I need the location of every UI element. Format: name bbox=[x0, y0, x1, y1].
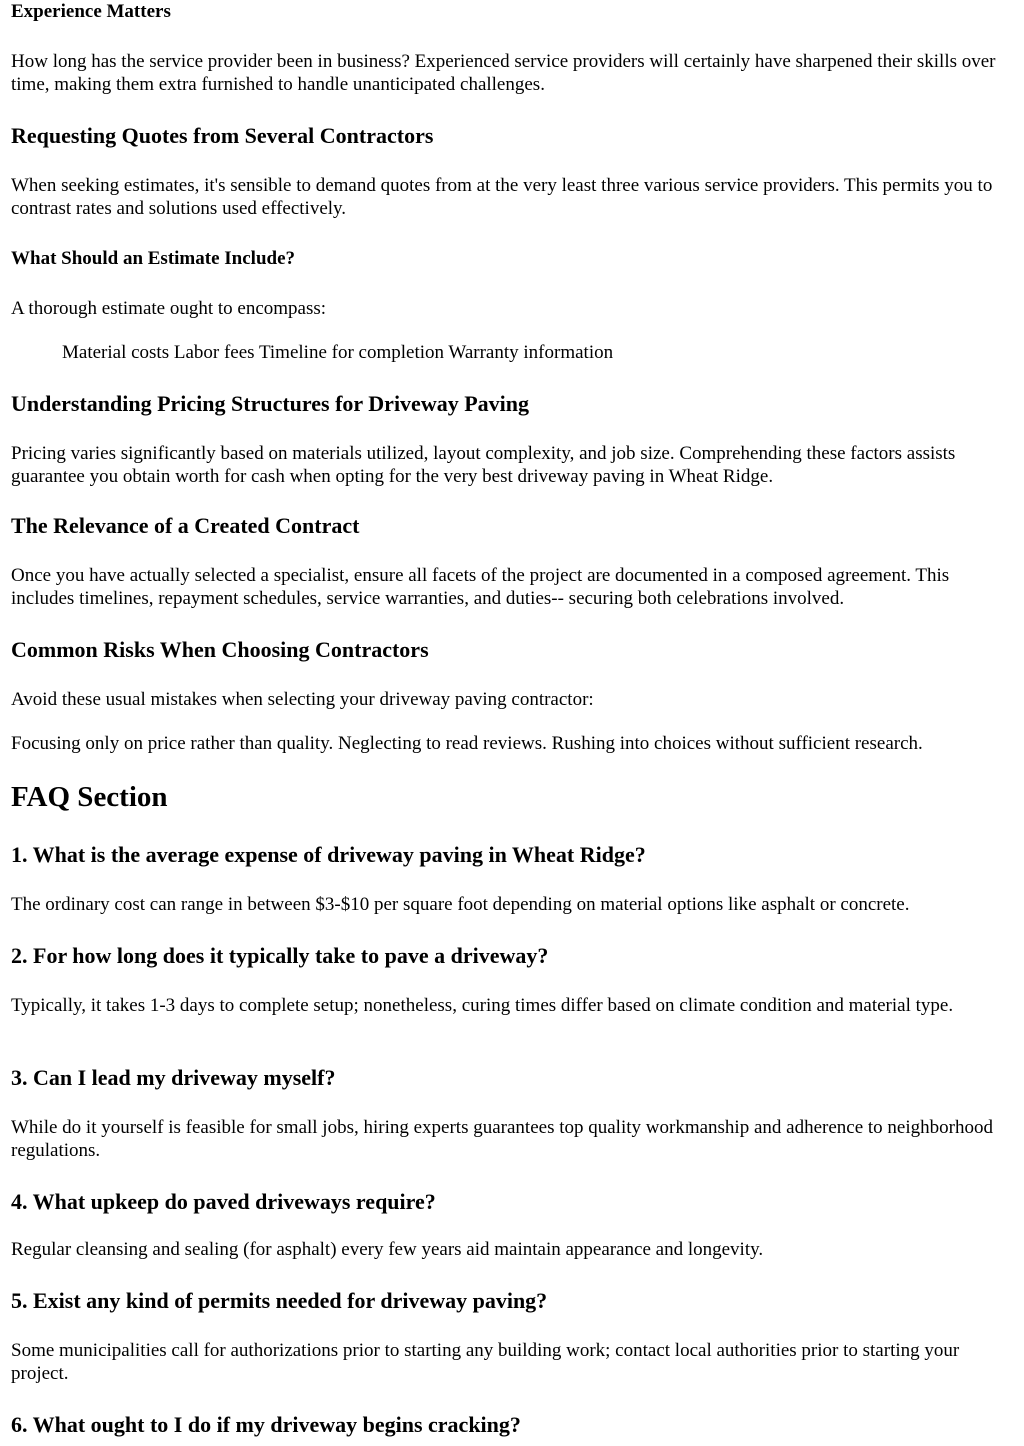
section-paragraph-pricing: Pricing varies significantly based on materials utilized, layout complexity, and job size. Comprehending these factors assists guarantee you obtain worth for cash when opting for the very best driveway paving in Wheat Ridge. bbox=[11, 443, 956, 487]
section-paragraph-estimate: A thorough estimate ought to encompass: bbox=[11, 298, 327, 319]
faq-question-2: 2. For how long does it typically take to pave a driveway? bbox=[11, 943, 549, 968]
faq-answer-5: Some municipalities call for authorizations prior to starting any building work; contact local authorities prior to starting your project. bbox=[11, 1340, 960, 1384]
section-paragraph-experience: How long has the service provider been in business? Experienced service providers will certainly have sharpened their skills over time, making them extra furnished to handle unanticipated challenges. bbox=[11, 51, 996, 95]
faq-question-3: 3. Can I lead my driveway myself? bbox=[11, 1065, 336, 1090]
faq-answer-2: Typically, it takes 1-3 days to complete setup; nonetheless, curing times differ based on climate condition and material type. bbox=[11, 995, 954, 1016]
faq-answer-1: The ordinary cost can range in between $3-$10 per square foot depending on material options like asphalt or concrete. bbox=[11, 894, 910, 915]
section-heading-estimate: What Should an Estimate Include? bbox=[11, 248, 296, 269]
section-paragraph-contract: Once you have actually selected a specialist, ensure all facets of the project are documented in a composed agreement. This includes timelines, repayment schedules, service warranties, and duties-- securing both celebrations involved. bbox=[11, 565, 950, 609]
section-paragraph-quotes: When seeking estimates, it's sensible to demand quotes from at the very least three various service providers. This permits you to contrast rates and solutions used effectively. bbox=[11, 175, 993, 219]
section-paragraph-risks-list: Focusing only on price rather than quality. Neglecting to read reviews. Rushing into choices without sufficient research. bbox=[11, 733, 923, 754]
faq-answer-4: Regular cleansing and sealing (for asphalt) every few years aid maintain appearance and longevity. bbox=[11, 1239, 764, 1260]
faq-answer-3: While do it yourself is feasible for small jobs, hiring experts guarantees top quality workmanship and adherence to neighborhood regulations. bbox=[11, 1117, 993, 1161]
faq-title: FAQ Section bbox=[11, 781, 168, 813]
section-paragraph-risks: Avoid these usual mistakes when selecting your driveway paving contractor: bbox=[11, 689, 594, 710]
section-heading-contract: The Relevance of a Created Contract bbox=[11, 513, 360, 538]
faq-question-1: 1. What is the average expense of driveway paving in Wheat Ridge? bbox=[11, 842, 646, 867]
faq-question-6: 6. What ought to I do if my driveway begins cracking? bbox=[11, 1412, 521, 1437]
faq-question-5: 5. Exist any kind of permits needed for driveway paving? bbox=[11, 1288, 548, 1313]
section-heading-experience: Experience Matters bbox=[11, 1, 171, 22]
section-heading-pricing: Understanding Pricing Structures for Driveway Paving bbox=[11, 391, 529, 416]
section-heading-risks: Common Risks When Choosing Contractors bbox=[11, 637, 429, 662]
estimate-list: Material costs Labor fees Timeline for completion Warranty information bbox=[62, 342, 614, 363]
faq-question-4: 4. What upkeep do paved driveways require? bbox=[11, 1189, 436, 1214]
section-heading-quotes: Requesting Quotes from Several Contractors bbox=[11, 123, 434, 148]
